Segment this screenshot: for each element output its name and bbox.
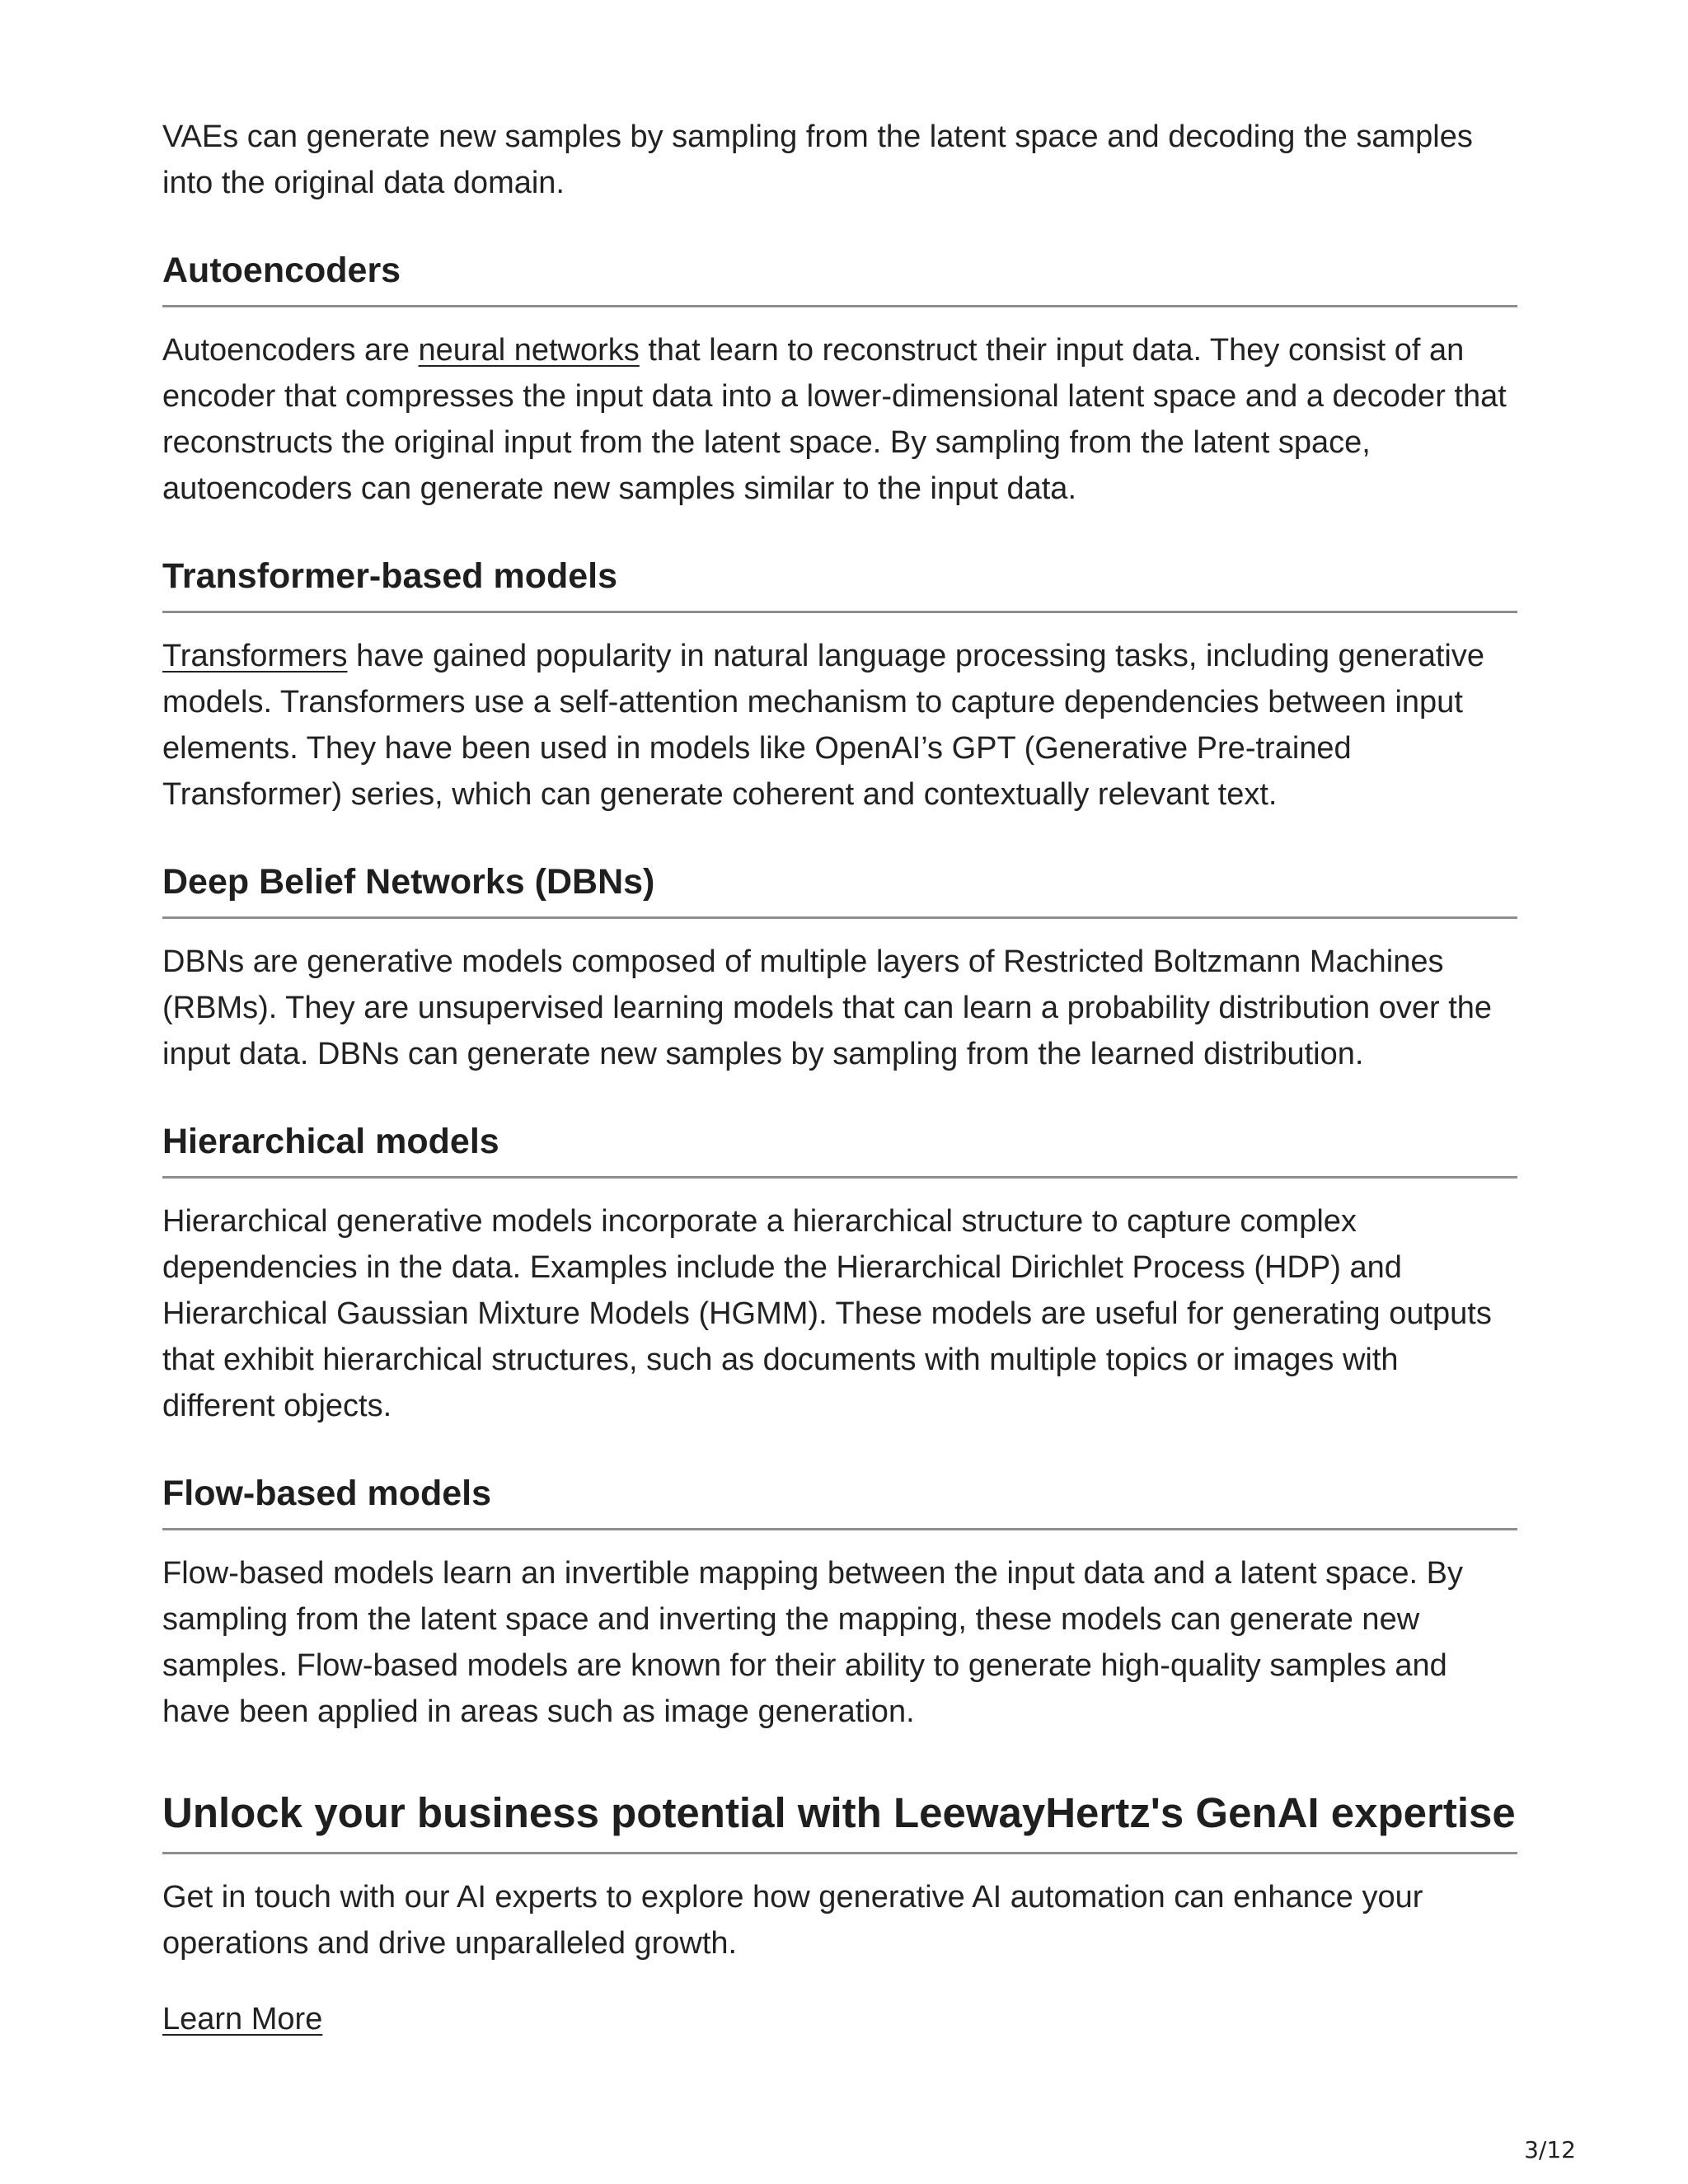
section-paragraph-dbns: DBNs are generative models composed of multiple layers of Restricted Boltzmann Machines (RBMs). They are unsupervised learning models that can learn a probability distribution over the input data. DBNs can generate new samples by sampling from the learned distribution.	[162, 944, 1493, 1071]
cta-heading: Unlock your business potential with LeewayHertz's GenAI expertise	[162, 1786, 1517, 1854]
learn-more-paragraph	[162, 1996, 1517, 2042]
section-paragraph-autoencoders	[162, 327, 1517, 512]
section-heading-dbns: Deep Belief Networks (DBNs)	[162, 859, 1517, 919]
section-heading-transformers: Transformer-based models	[162, 553, 1517, 613]
paragraph-text: Autoencoders are	[162, 333, 419, 368]
section-heading-flow-based: Flow-based models	[162, 1470, 1517, 1530]
cta-paragraph: Get in touch with our AI experts to explore how generative AI automation can enhance your operations and drive unparalleled growth.	[162, 1880, 1423, 1961]
page-number: 3/12	[1524, 2136, 1576, 2163]
transformers-link[interactable]: Transformers	[162, 639, 348, 673]
section-heading-hierarchical: Hierarchical models	[162, 1118, 1517, 1179]
article-body	[162, 114, 1517, 2042]
paragraph-text: have gained popularity in natural language processing tasks, including generative models. Transformers use a self-attention mechanism to capture dependencies between input elements. They have been used in models like OpenAI’s GPT (Generative Pre-trained Transformer) series, which can generate coherent and contextually relevant text.	[162, 639, 1484, 812]
section-heading-autoencoders: Autoencoders	[162, 247, 1517, 307]
section-paragraph-hierarchical: Hierarchical generative models incorporate a hierarchical structure to capture complex dependencies in the data. Examples include the Hierarchical Dirichlet Process (HDP) and Hierarchical Gaussian Mixture Models (HGMM). These models are useful for generating outputs that exhibit hierarchical structures, such as documents with multiple topics or images with different objects.	[162, 1204, 1492, 1423]
neural-networks-link[interactable]: neural networks	[418, 333, 640, 368]
section-paragraph-transformers	[162, 633, 1517, 818]
section-paragraph-flow-based: Flow-based models learn an invertible mapping between the input data and a latent space. By sampling from the latent space and inverting the mapping, these models can generate new samples. Flow-based models are known for their ability to generate high-quality samples and have been applied in areas such as image generation.	[162, 1556, 1463, 1729]
learn-more-link[interactable]: Learn More	[162, 2002, 323, 2036]
paragraph-text: that learn to reconstruct their input data. They consist of an encoder that compresses the input data into a lower-dimensional latent space and a decoder that reconstructs the original input from the latent space. By sampling from the latent space, autoencoders can generate new samples similar to the input data.	[162, 333, 1507, 506]
intro-paragraph: VAEs can generate new samples by sampling from the latent space and decoding the samples into the original data domain.	[162, 120, 1473, 200]
